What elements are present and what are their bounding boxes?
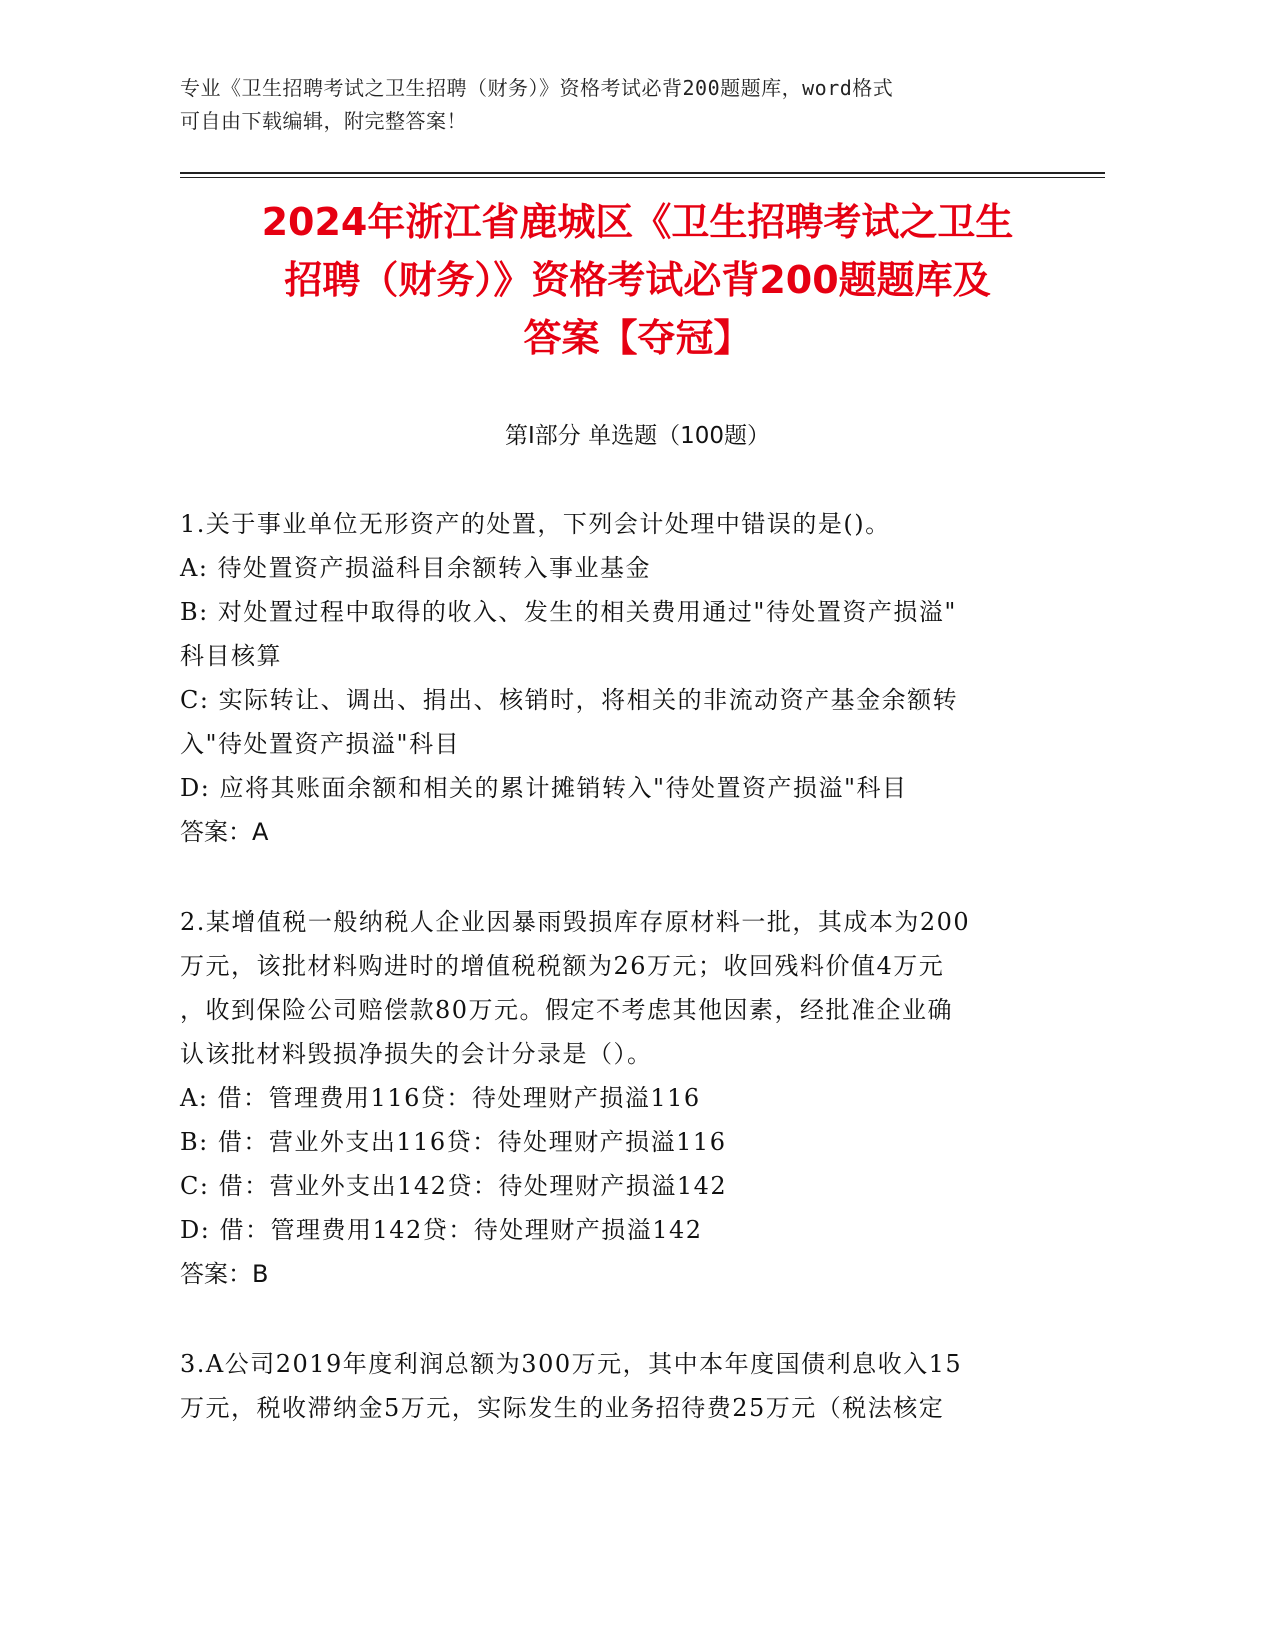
question-stem: ，收到保险公司赔偿款80万元。假定不考虑其他因素，经批准企业确 [180,996,954,1024]
question-2 [180,900,1040,1296]
question-list [180,502,1040,1476]
header-note-line: 专业《卫生招聘考试之卫生招聘（财务）》资格考试必背200题题库，word格式 [180,76,894,100]
option-b-continued: 科目核算 [180,642,282,670]
header-note [180,72,1060,138]
document-title-line: 招聘（财务）》资格考试必背200题题库及 [284,258,991,302]
question-1 [180,502,1040,854]
option-b: B: 对处置过程中取得的收入、发生的相关费用通过"待处置资产损溢" [180,598,957,626]
option-a: A: 待处置资产损溢科目余额转入事业基金 [180,554,652,582]
header-note-line: 可自由下载编辑，附完整答案！ [180,109,467,133]
question-stem: 2.某增值税一般纳税人企业因暴雨毁损库存原材料一批，其成本为200 [180,908,971,936]
option-d: D: 应将其账面余额和相关的累计摊销转入"待处置资产损溢"科目 [180,774,908,802]
section-title: 第I部分 单选题（100题） [505,423,770,449]
header-divider-thin [180,177,1105,178]
answer: 答案：B [180,1260,269,1288]
question-stem: 3.A公司2019年度利润总额为300万元，其中本年度国债利息收入15 [180,1350,963,1378]
answer: 答案：A [180,818,269,846]
option-c: C: 借：营业外支出142贷：待处理财产损溢142 [180,1172,728,1200]
question-stem: 认该批材料毁损净损失的会计分录是（）。 [180,1040,653,1068]
question-stem: 万元，该批材料购进时的增值税税额为26万元；收回残料价值4万元 [180,952,945,980]
option-a: A: 借：管理费用116贷：待处理财产损溢116 [180,1084,701,1112]
document-title-line: 答案【夺冠】 [523,316,752,360]
question-stem: 万元，税收滞纳金5万元，实际发生的业务招待费25万元（税法核定 [180,1394,945,1422]
header-divider [180,172,1105,174]
document-title [160,193,1115,367]
option-c-continued: 入"待处置资产损溢"科目 [180,730,461,758]
document-title-line: 2024年浙江省鹿城区《卫生招聘考试之卫生 [261,200,1014,244]
question-stem: 1.关于事业单位无形资产的处置，下列会计处理中错误的是()。 [180,510,891,538]
option-d: D: 借：管理费用142贷：待处理财产损溢142 [180,1216,703,1244]
question-3 [180,1342,1040,1430]
option-c: C: 实际转让、调出、捐出、核销时，将相关的非流动资产基金余额转 [180,686,959,714]
option-b: B: 借：营业外支出116贷：待处理财产损溢116 [180,1128,727,1156]
